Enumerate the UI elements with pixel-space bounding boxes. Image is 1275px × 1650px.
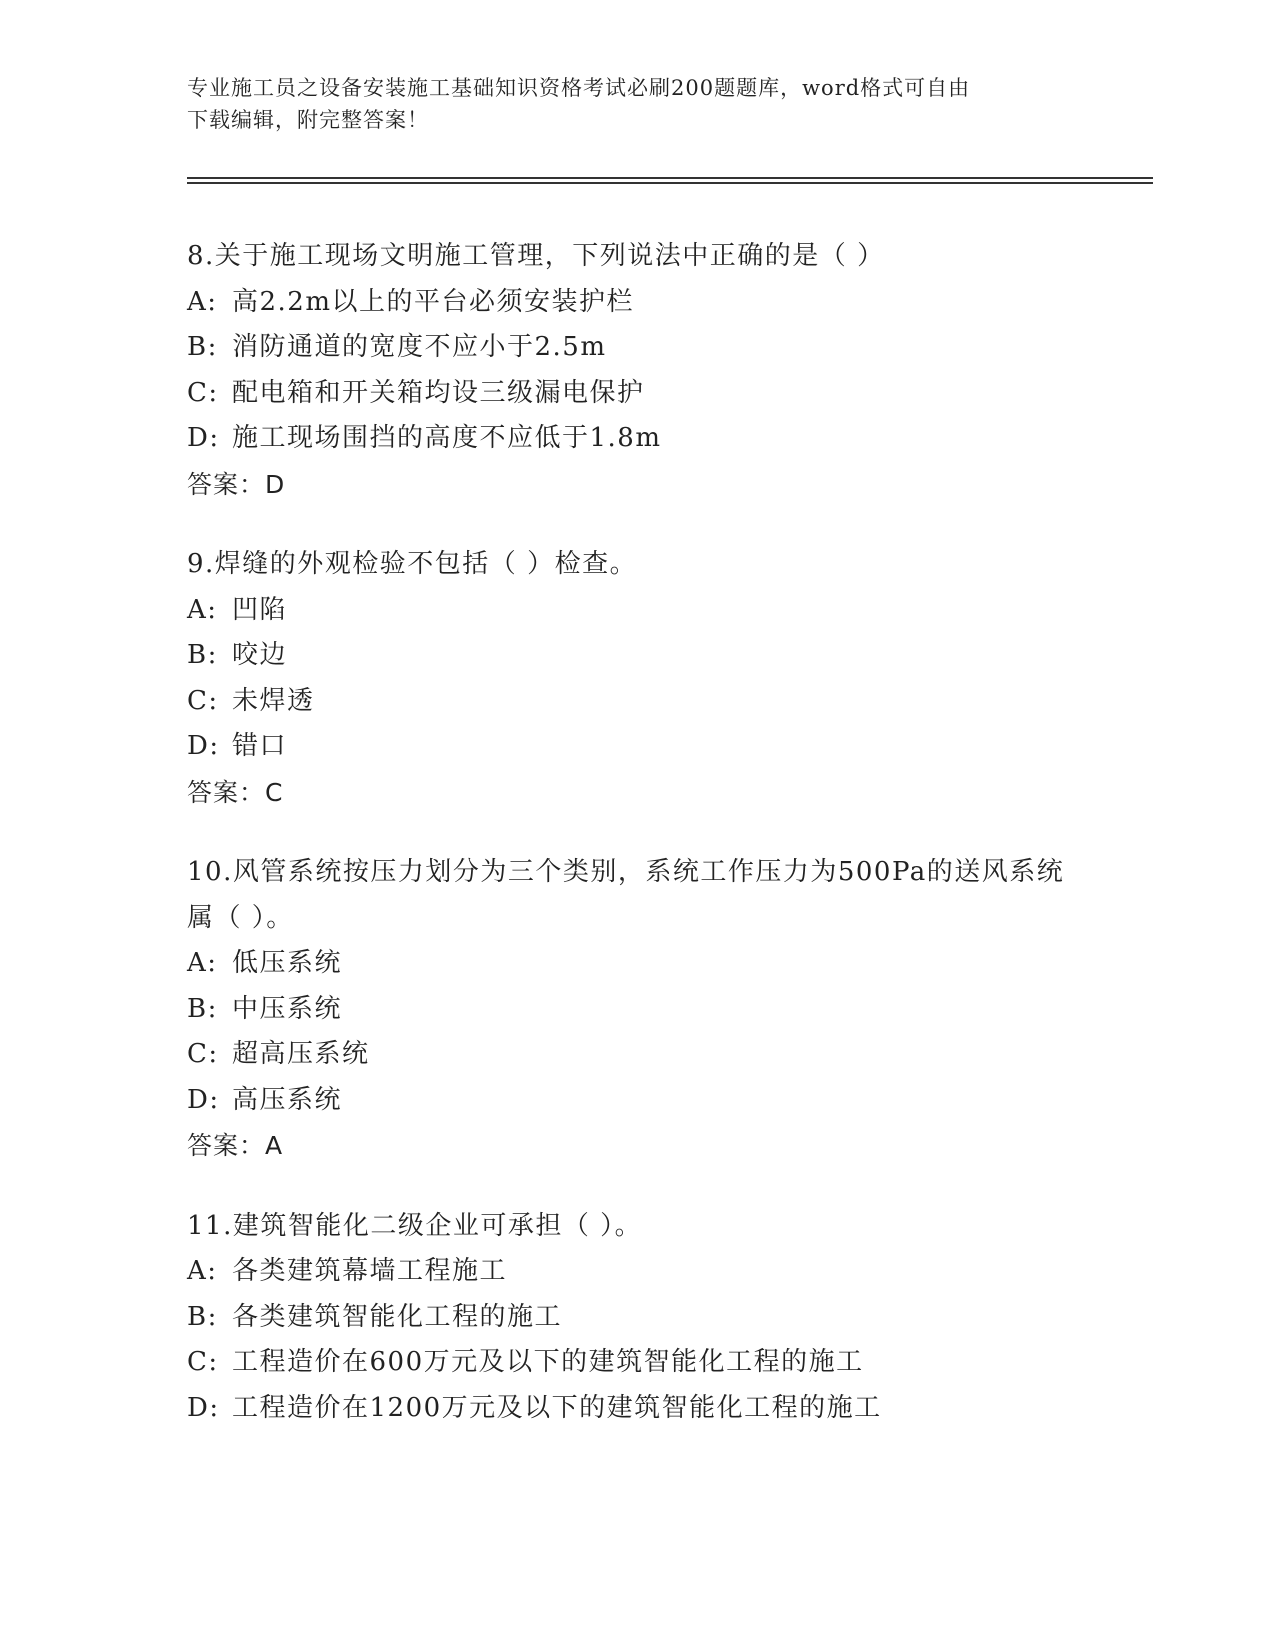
option-label: D: [187,1084,220,1115]
option-b [187,325,1087,371]
option-label: A: [187,286,218,317]
option-d [187,416,1087,462]
option-text: 工程造价在1200万元及以下的建筑智能化工程的施工 [232,1392,882,1423]
option-b [187,987,1087,1033]
option-c [187,679,1087,725]
option-c [187,1032,1087,1078]
option-b [187,633,1087,679]
header-line-2: 下载编辑，附完整答案！ [187,108,429,132]
option-text: 低压系统 [232,948,343,978]
option-label: A: [187,948,218,978]
option-label: C: [187,685,219,716]
option-label: A: [187,594,218,625]
option-label: D: [187,731,220,761]
option-label: B: [187,1301,218,1332]
question-text: 8.关于施工现场文明施工管理，下列说法中正确的是（ ） [187,241,885,271]
option-label: C: [187,377,219,408]
option-text: 各类建筑智能化工程的施工 [232,1301,563,1332]
option-label: A: [187,1256,218,1286]
option-a [187,1249,1087,1295]
option-text: 配电箱和开关箱均设三级漏电保护 [232,377,645,408]
option-text: 中压系统 [232,993,343,1024]
question-list [187,234,1087,1466]
question-10 [187,850,1087,1169]
document-header [187,72,1087,136]
option-text: 消防通道的宽度不应小于2.5m [232,332,607,362]
option-text: 高压系统 [232,1084,343,1115]
option-text: 工程造价在600万元及以下的建筑智能化工程的施工 [232,1347,864,1377]
option-c [187,1340,1087,1386]
option-text: 高2.2m以上的平台必须安装护栏 [232,286,635,317]
option-label: D: [187,1392,220,1423]
option-text: 未焊透 [232,685,315,716]
header-divider-top [187,177,1153,179]
option-a [187,588,1087,634]
question-text: 10.风管系统按压力划分为三个类别，系统工作压力为500Pa的送风系统属（ ）。 [187,857,1065,933]
option-label: D: [187,423,220,453]
option-text: 咬边 [232,640,288,670]
option-label: B: [187,993,218,1024]
answer-text: 答案：C [187,777,284,807]
option-c [187,371,1087,417]
option-label: B: [187,332,218,362]
header-line-1: 专业施工员之设备安装施工基础知识资格考试必刷200题题库，word格式可自由 [187,76,971,100]
question-11 [187,1204,1087,1432]
option-d [187,1078,1087,1124]
option-label: B: [187,640,218,670]
option-text: 凹陷 [232,594,288,625]
header-divider-bottom [187,182,1153,184]
question-9 [187,542,1087,815]
option-label: C: [187,1347,219,1377]
option-b [187,1295,1087,1341]
option-d [187,724,1087,770]
option-text: 施工现场围挡的高度不应低于1.8m [232,423,662,453]
question-8 [187,234,1087,507]
answer-text: 答案：A [187,1131,284,1160]
option-d [187,1386,1087,1432]
option-a [187,280,1087,326]
option-text: 错口 [232,731,288,761]
option-label: C: [187,1039,219,1069]
question-text: 11.建筑智能化二级企业可承担（ ）。 [187,1210,643,1241]
option-a [187,941,1087,987]
option-text: 各类建筑幕墙工程施工 [232,1256,508,1286]
answer-text: 答案：D [187,469,286,499]
question-text: 9.焊缝的外观检验不包括（ ）检查。 [187,549,638,579]
option-text: 超高压系统 [232,1039,370,1069]
